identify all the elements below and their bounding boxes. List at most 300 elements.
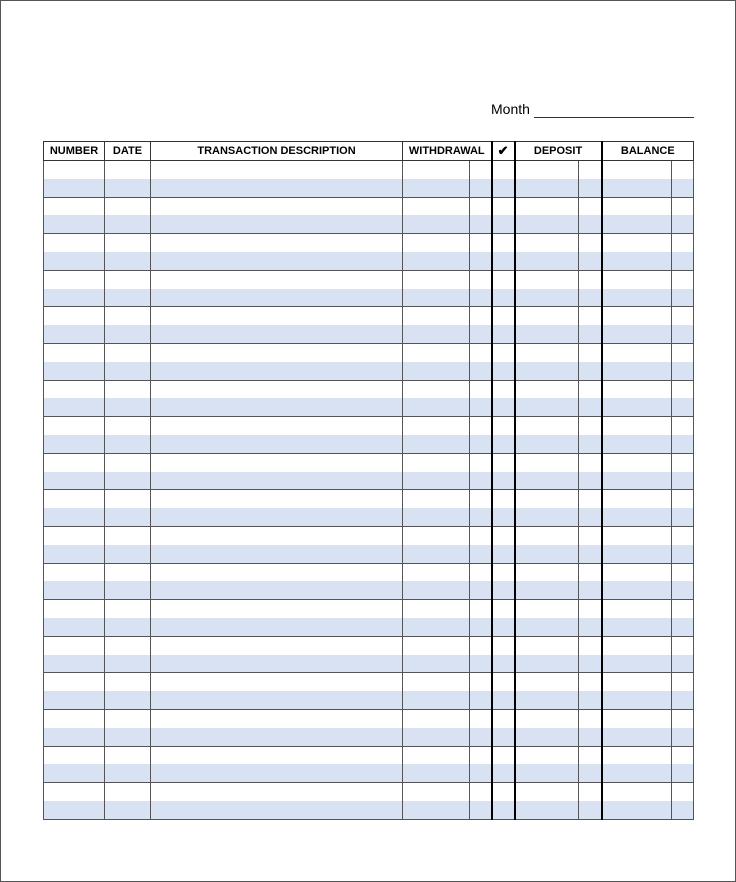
date-cell[interactable] bbox=[105, 691, 151, 709]
withdrawal-cents-cell[interactable] bbox=[470, 636, 492, 654]
number-cell[interactable] bbox=[44, 618, 105, 636]
balance-cents-cell[interactable] bbox=[672, 179, 694, 197]
withdrawal-dollars-cell[interactable] bbox=[403, 234, 470, 252]
balance-cents-cell[interactable] bbox=[672, 380, 694, 398]
balance-cents-cell[interactable] bbox=[672, 215, 694, 233]
withdrawal-dollars-cell[interactable] bbox=[403, 563, 470, 581]
date-cell[interactable] bbox=[105, 764, 151, 782]
deposit-dollars-cell[interactable] bbox=[515, 252, 579, 270]
deposit-dollars-cell[interactable] bbox=[515, 655, 579, 673]
deposit-dollars-cell[interactable] bbox=[515, 728, 579, 746]
balance-cents-cell[interactable] bbox=[672, 709, 694, 727]
date-cell[interactable] bbox=[105, 197, 151, 215]
deposit-dollars-cell[interactable] bbox=[515, 307, 579, 325]
description-cell[interactable] bbox=[151, 801, 403, 819]
description-cell[interactable] bbox=[151, 380, 403, 398]
number-cell[interactable] bbox=[44, 252, 105, 270]
withdrawal-dollars-cell[interactable] bbox=[403, 655, 470, 673]
description-cell[interactable] bbox=[151, 600, 403, 618]
description-cell[interactable] bbox=[151, 545, 403, 563]
number-cell[interactable] bbox=[44, 179, 105, 197]
date-cell[interactable] bbox=[105, 270, 151, 288]
description-cell[interactable] bbox=[151, 673, 403, 691]
balance-dollars-cell[interactable] bbox=[602, 545, 672, 563]
date-cell[interactable] bbox=[105, 472, 151, 490]
check-cell[interactable] bbox=[492, 728, 515, 746]
date-cell[interactable] bbox=[105, 453, 151, 471]
balance-cents-cell[interactable] bbox=[672, 453, 694, 471]
deposit-cents-cell[interactable] bbox=[579, 563, 602, 581]
deposit-cents-cell[interactable] bbox=[579, 526, 602, 544]
balance-cents-cell[interactable] bbox=[672, 234, 694, 252]
withdrawal-cents-cell[interactable] bbox=[470, 472, 492, 490]
balance-cents-cell[interactable] bbox=[672, 252, 694, 270]
withdrawal-cents-cell[interactable] bbox=[470, 289, 492, 307]
balance-cents-cell[interactable] bbox=[672, 673, 694, 691]
balance-cents-cell[interactable] bbox=[672, 161, 694, 179]
description-cell[interactable] bbox=[151, 581, 403, 599]
description-cell[interactable] bbox=[151, 636, 403, 654]
withdrawal-dollars-cell[interactable] bbox=[403, 161, 470, 179]
withdrawal-dollars-cell[interactable] bbox=[403, 545, 470, 563]
deposit-dollars-cell[interactable] bbox=[515, 636, 579, 654]
deposit-dollars-cell[interactable] bbox=[515, 673, 579, 691]
deposit-cents-cell[interactable] bbox=[579, 783, 602, 801]
withdrawal-dollars-cell[interactable] bbox=[403, 783, 470, 801]
date-cell[interactable] bbox=[105, 307, 151, 325]
description-cell[interactable] bbox=[151, 362, 403, 380]
withdrawal-cents-cell[interactable] bbox=[470, 508, 492, 526]
description-cell[interactable] bbox=[151, 215, 403, 233]
withdrawal-dollars-cell[interactable] bbox=[403, 343, 470, 361]
balance-dollars-cell[interactable] bbox=[602, 655, 672, 673]
description-cell[interactable] bbox=[151, 728, 403, 746]
withdrawal-cents-cell[interactable] bbox=[470, 600, 492, 618]
withdrawal-cents-cell[interactable] bbox=[470, 343, 492, 361]
number-cell[interactable] bbox=[44, 691, 105, 709]
deposit-cents-cell[interactable] bbox=[579, 398, 602, 416]
number-cell[interactable] bbox=[44, 801, 105, 819]
balance-cents-cell[interactable] bbox=[672, 508, 694, 526]
balance-dollars-cell[interactable] bbox=[602, 691, 672, 709]
check-cell[interactable] bbox=[492, 526, 515, 544]
withdrawal-cents-cell[interactable] bbox=[470, 728, 492, 746]
date-cell[interactable] bbox=[105, 673, 151, 691]
deposit-cents-cell[interactable] bbox=[579, 618, 602, 636]
check-cell[interactable] bbox=[492, 545, 515, 563]
date-cell[interactable] bbox=[105, 563, 151, 581]
withdrawal-dollars-cell[interactable] bbox=[403, 709, 470, 727]
number-cell[interactable] bbox=[44, 197, 105, 215]
withdrawal-cents-cell[interactable] bbox=[470, 655, 492, 673]
deposit-cents-cell[interactable] bbox=[579, 636, 602, 654]
withdrawal-dollars-cell[interactable] bbox=[403, 398, 470, 416]
date-cell[interactable] bbox=[105, 289, 151, 307]
check-cell[interactable] bbox=[492, 398, 515, 416]
deposit-cents-cell[interactable] bbox=[579, 655, 602, 673]
date-cell[interactable] bbox=[105, 325, 151, 343]
deposit-cents-cell[interactable] bbox=[579, 417, 602, 435]
balance-cents-cell[interactable] bbox=[672, 636, 694, 654]
deposit-dollars-cell[interactable] bbox=[515, 581, 579, 599]
number-cell[interactable] bbox=[44, 270, 105, 288]
deposit-dollars-cell[interactable] bbox=[515, 179, 579, 197]
description-cell[interactable] bbox=[151, 618, 403, 636]
withdrawal-cents-cell[interactable] bbox=[470, 215, 492, 233]
date-cell[interactable] bbox=[105, 636, 151, 654]
deposit-cents-cell[interactable] bbox=[579, 325, 602, 343]
balance-cents-cell[interactable] bbox=[672, 764, 694, 782]
deposit-cents-cell[interactable] bbox=[579, 307, 602, 325]
deposit-cents-cell[interactable] bbox=[579, 252, 602, 270]
date-cell[interactable] bbox=[105, 161, 151, 179]
deposit-cents-cell[interactable] bbox=[579, 691, 602, 709]
deposit-dollars-cell[interactable] bbox=[515, 234, 579, 252]
balance-dollars-cell[interactable] bbox=[602, 508, 672, 526]
withdrawal-cents-cell[interactable] bbox=[470, 581, 492, 599]
balance-dollars-cell[interactable] bbox=[602, 307, 672, 325]
balance-dollars-cell[interactable] bbox=[602, 343, 672, 361]
withdrawal-dollars-cell[interactable] bbox=[403, 435, 470, 453]
date-cell[interactable] bbox=[105, 179, 151, 197]
deposit-dollars-cell[interactable] bbox=[515, 618, 579, 636]
deposit-cents-cell[interactable] bbox=[579, 362, 602, 380]
deposit-cents-cell[interactable] bbox=[579, 215, 602, 233]
withdrawal-cents-cell[interactable] bbox=[470, 417, 492, 435]
number-cell[interactable] bbox=[44, 362, 105, 380]
check-cell[interactable] bbox=[492, 215, 515, 233]
balance-cents-cell[interactable] bbox=[672, 563, 694, 581]
description-cell[interactable] bbox=[151, 307, 403, 325]
number-cell[interactable] bbox=[44, 563, 105, 581]
deposit-cents-cell[interactable] bbox=[579, 545, 602, 563]
deposit-cents-cell[interactable] bbox=[579, 490, 602, 508]
balance-cents-cell[interactable] bbox=[672, 435, 694, 453]
balance-cents-cell[interactable] bbox=[672, 526, 694, 544]
deposit-dollars-cell[interactable] bbox=[515, 453, 579, 471]
balance-cents-cell[interactable] bbox=[672, 655, 694, 673]
check-cell[interactable] bbox=[492, 197, 515, 215]
check-cell[interactable] bbox=[492, 581, 515, 599]
number-cell[interactable] bbox=[44, 673, 105, 691]
withdrawal-dollars-cell[interactable] bbox=[403, 380, 470, 398]
deposit-dollars-cell[interactable] bbox=[515, 472, 579, 490]
withdrawal-dollars-cell[interactable] bbox=[403, 764, 470, 782]
number-cell[interactable] bbox=[44, 453, 105, 471]
number-cell[interactable] bbox=[44, 600, 105, 618]
withdrawal-cents-cell[interactable] bbox=[470, 801, 492, 819]
deposit-dollars-cell[interactable] bbox=[515, 417, 579, 435]
description-cell[interactable] bbox=[151, 655, 403, 673]
balance-dollars-cell[interactable] bbox=[602, 197, 672, 215]
balance-cents-cell[interactable] bbox=[672, 398, 694, 416]
check-cell[interactable] bbox=[492, 563, 515, 581]
check-cell[interactable] bbox=[492, 362, 515, 380]
withdrawal-cents-cell[interactable] bbox=[470, 709, 492, 727]
check-cell[interactable] bbox=[492, 234, 515, 252]
number-cell[interactable] bbox=[44, 636, 105, 654]
deposit-dollars-cell[interactable] bbox=[515, 398, 579, 416]
deposit-dollars-cell[interactable] bbox=[515, 270, 579, 288]
balance-cents-cell[interactable] bbox=[672, 490, 694, 508]
deposit-cents-cell[interactable] bbox=[579, 234, 602, 252]
withdrawal-dollars-cell[interactable] bbox=[403, 472, 470, 490]
check-cell[interactable] bbox=[492, 472, 515, 490]
description-cell[interactable] bbox=[151, 289, 403, 307]
description-cell[interactable] bbox=[151, 417, 403, 435]
balance-dollars-cell[interactable] bbox=[602, 526, 672, 544]
balance-dollars-cell[interactable] bbox=[602, 673, 672, 691]
date-cell[interactable] bbox=[105, 343, 151, 361]
date-cell[interactable] bbox=[105, 783, 151, 801]
withdrawal-cents-cell[interactable] bbox=[470, 563, 492, 581]
date-cell[interactable] bbox=[105, 508, 151, 526]
date-cell[interactable] bbox=[105, 398, 151, 416]
date-cell[interactable] bbox=[105, 417, 151, 435]
withdrawal-dollars-cell[interactable] bbox=[403, 691, 470, 709]
balance-dollars-cell[interactable] bbox=[602, 435, 672, 453]
balance-cents-cell[interactable] bbox=[672, 270, 694, 288]
withdrawal-dollars-cell[interactable] bbox=[403, 179, 470, 197]
deposit-dollars-cell[interactable] bbox=[515, 545, 579, 563]
number-cell[interactable] bbox=[44, 709, 105, 727]
balance-dollars-cell[interactable] bbox=[602, 618, 672, 636]
balance-cents-cell[interactable] bbox=[672, 581, 694, 599]
description-cell[interactable] bbox=[151, 691, 403, 709]
withdrawal-dollars-cell[interactable] bbox=[403, 215, 470, 233]
balance-cents-cell[interactable] bbox=[672, 728, 694, 746]
withdrawal-cents-cell[interactable] bbox=[470, 362, 492, 380]
balance-dollars-cell[interactable] bbox=[602, 215, 672, 233]
deposit-dollars-cell[interactable] bbox=[515, 764, 579, 782]
balance-cents-cell[interactable] bbox=[672, 783, 694, 801]
description-cell[interactable] bbox=[151, 472, 403, 490]
check-cell[interactable] bbox=[492, 179, 515, 197]
balance-cents-cell[interactable] bbox=[672, 618, 694, 636]
deposit-cents-cell[interactable] bbox=[579, 435, 602, 453]
description-cell[interactable] bbox=[151, 325, 403, 343]
withdrawal-dollars-cell[interactable] bbox=[403, 490, 470, 508]
withdrawal-cents-cell[interactable] bbox=[470, 234, 492, 252]
balance-dollars-cell[interactable] bbox=[602, 801, 672, 819]
number-cell[interactable] bbox=[44, 215, 105, 233]
deposit-dollars-cell[interactable] bbox=[515, 801, 579, 819]
description-cell[interactable] bbox=[151, 161, 403, 179]
check-cell[interactable] bbox=[492, 490, 515, 508]
deposit-dollars-cell[interactable] bbox=[515, 289, 579, 307]
description-cell[interactable] bbox=[151, 398, 403, 416]
number-cell[interactable] bbox=[44, 655, 105, 673]
withdrawal-dollars-cell[interactable] bbox=[403, 728, 470, 746]
deposit-dollars-cell[interactable] bbox=[515, 526, 579, 544]
balance-cents-cell[interactable] bbox=[672, 472, 694, 490]
deposit-cents-cell[interactable] bbox=[579, 270, 602, 288]
description-cell[interactable] bbox=[151, 746, 403, 764]
withdrawal-dollars-cell[interactable] bbox=[403, 673, 470, 691]
number-cell[interactable] bbox=[44, 343, 105, 361]
withdrawal-cents-cell[interactable] bbox=[470, 673, 492, 691]
balance-dollars-cell[interactable] bbox=[602, 453, 672, 471]
number-cell[interactable] bbox=[44, 728, 105, 746]
balance-cents-cell[interactable] bbox=[672, 600, 694, 618]
number-cell[interactable] bbox=[44, 417, 105, 435]
date-cell[interactable] bbox=[105, 490, 151, 508]
deposit-dollars-cell[interactable] bbox=[515, 161, 579, 179]
description-cell[interactable] bbox=[151, 343, 403, 361]
withdrawal-dollars-cell[interactable] bbox=[403, 197, 470, 215]
deposit-dollars-cell[interactable] bbox=[515, 435, 579, 453]
number-cell[interactable] bbox=[44, 508, 105, 526]
withdrawal-dollars-cell[interactable] bbox=[403, 289, 470, 307]
deposit-dollars-cell[interactable] bbox=[515, 490, 579, 508]
deposit-cents-cell[interactable] bbox=[579, 764, 602, 782]
balance-dollars-cell[interactable] bbox=[602, 709, 672, 727]
withdrawal-dollars-cell[interactable] bbox=[403, 362, 470, 380]
withdrawal-cents-cell[interactable] bbox=[470, 307, 492, 325]
check-cell[interactable] bbox=[492, 764, 515, 782]
withdrawal-cents-cell[interactable] bbox=[470, 270, 492, 288]
balance-cents-cell[interactable] bbox=[672, 417, 694, 435]
withdrawal-cents-cell[interactable] bbox=[470, 746, 492, 764]
deposit-cents-cell[interactable] bbox=[579, 289, 602, 307]
withdrawal-cents-cell[interactable] bbox=[470, 161, 492, 179]
date-cell[interactable] bbox=[105, 746, 151, 764]
check-cell[interactable] bbox=[492, 252, 515, 270]
check-cell[interactable] bbox=[492, 270, 515, 288]
description-cell[interactable] bbox=[151, 764, 403, 782]
deposit-dollars-cell[interactable] bbox=[515, 600, 579, 618]
withdrawal-dollars-cell[interactable] bbox=[403, 508, 470, 526]
date-cell[interactable] bbox=[105, 581, 151, 599]
deposit-cents-cell[interactable] bbox=[579, 453, 602, 471]
withdrawal-cents-cell[interactable] bbox=[470, 380, 492, 398]
deposit-dollars-cell[interactable] bbox=[515, 197, 579, 215]
description-cell[interactable] bbox=[151, 490, 403, 508]
check-cell[interactable] bbox=[492, 325, 515, 343]
withdrawal-cents-cell[interactable] bbox=[470, 453, 492, 471]
balance-dollars-cell[interactable] bbox=[602, 234, 672, 252]
date-cell[interactable] bbox=[105, 600, 151, 618]
date-cell[interactable] bbox=[105, 709, 151, 727]
check-cell[interactable] bbox=[492, 618, 515, 636]
withdrawal-cents-cell[interactable] bbox=[470, 526, 492, 544]
check-cell[interactable] bbox=[492, 380, 515, 398]
deposit-cents-cell[interactable] bbox=[579, 581, 602, 599]
balance-cents-cell[interactable] bbox=[672, 343, 694, 361]
check-cell[interactable] bbox=[492, 801, 515, 819]
check-cell[interactable] bbox=[492, 307, 515, 325]
deposit-dollars-cell[interactable] bbox=[515, 783, 579, 801]
check-cell[interactable] bbox=[492, 161, 515, 179]
check-cell[interactable] bbox=[492, 417, 515, 435]
description-cell[interactable] bbox=[151, 435, 403, 453]
check-cell[interactable] bbox=[492, 673, 515, 691]
date-cell[interactable] bbox=[105, 801, 151, 819]
balance-dollars-cell[interactable] bbox=[602, 380, 672, 398]
withdrawal-cents-cell[interactable] bbox=[470, 325, 492, 343]
deposit-dollars-cell[interactable] bbox=[515, 325, 579, 343]
description-cell[interactable] bbox=[151, 783, 403, 801]
month-blank-line[interactable] bbox=[534, 103, 694, 118]
deposit-dollars-cell[interactable] bbox=[515, 343, 579, 361]
withdrawal-dollars-cell[interactable] bbox=[403, 252, 470, 270]
deposit-cents-cell[interactable] bbox=[579, 728, 602, 746]
withdrawal-cents-cell[interactable] bbox=[470, 618, 492, 636]
withdrawal-dollars-cell[interactable] bbox=[403, 526, 470, 544]
balance-dollars-cell[interactable] bbox=[602, 179, 672, 197]
description-cell[interactable] bbox=[151, 197, 403, 215]
withdrawal-cents-cell[interactable] bbox=[470, 435, 492, 453]
deposit-dollars-cell[interactable] bbox=[515, 709, 579, 727]
date-cell[interactable] bbox=[105, 526, 151, 544]
deposit-cents-cell[interactable] bbox=[579, 380, 602, 398]
withdrawal-dollars-cell[interactable] bbox=[403, 417, 470, 435]
balance-dollars-cell[interactable] bbox=[602, 398, 672, 416]
balance-dollars-cell[interactable] bbox=[602, 325, 672, 343]
number-cell[interactable] bbox=[44, 289, 105, 307]
withdrawal-cents-cell[interactable] bbox=[470, 764, 492, 782]
balance-cents-cell[interactable] bbox=[672, 197, 694, 215]
deposit-dollars-cell[interactable] bbox=[515, 746, 579, 764]
number-cell[interactable] bbox=[44, 764, 105, 782]
withdrawal-dollars-cell[interactable] bbox=[403, 325, 470, 343]
deposit-dollars-cell[interactable] bbox=[515, 362, 579, 380]
withdrawal-dollars-cell[interactable] bbox=[403, 600, 470, 618]
number-cell[interactable] bbox=[44, 490, 105, 508]
check-cell[interactable] bbox=[492, 600, 515, 618]
balance-dollars-cell[interactable] bbox=[602, 270, 672, 288]
withdrawal-cents-cell[interactable] bbox=[470, 490, 492, 508]
description-cell[interactable] bbox=[151, 270, 403, 288]
description-cell[interactable] bbox=[151, 252, 403, 270]
withdrawal-dollars-cell[interactable] bbox=[403, 636, 470, 654]
description-cell[interactable] bbox=[151, 563, 403, 581]
number-cell[interactable] bbox=[44, 325, 105, 343]
balance-cents-cell[interactable] bbox=[672, 289, 694, 307]
balance-dollars-cell[interactable] bbox=[602, 472, 672, 490]
withdrawal-dollars-cell[interactable] bbox=[403, 307, 470, 325]
deposit-cents-cell[interactable] bbox=[579, 179, 602, 197]
description-cell[interactable] bbox=[151, 709, 403, 727]
check-cell[interactable] bbox=[492, 289, 515, 307]
description-cell[interactable] bbox=[151, 179, 403, 197]
deposit-cents-cell[interactable] bbox=[579, 746, 602, 764]
balance-dollars-cell[interactable] bbox=[602, 581, 672, 599]
balance-dollars-cell[interactable] bbox=[602, 417, 672, 435]
deposit-cents-cell[interactable] bbox=[579, 472, 602, 490]
date-cell[interactable] bbox=[105, 655, 151, 673]
check-cell[interactable] bbox=[492, 746, 515, 764]
deposit-cents-cell[interactable] bbox=[579, 161, 602, 179]
balance-dollars-cell[interactable] bbox=[602, 362, 672, 380]
withdrawal-dollars-cell[interactable] bbox=[403, 581, 470, 599]
balance-dollars-cell[interactable] bbox=[602, 764, 672, 782]
date-cell[interactable] bbox=[105, 728, 151, 746]
deposit-dollars-cell[interactable] bbox=[515, 691, 579, 709]
withdrawal-dollars-cell[interactable] bbox=[403, 746, 470, 764]
deposit-cents-cell[interactable] bbox=[579, 600, 602, 618]
balance-dollars-cell[interactable] bbox=[602, 289, 672, 307]
withdrawal-cents-cell[interactable] bbox=[470, 545, 492, 563]
check-cell[interactable] bbox=[492, 508, 515, 526]
number-cell[interactable] bbox=[44, 545, 105, 563]
balance-dollars-cell[interactable] bbox=[602, 783, 672, 801]
number-cell[interactable] bbox=[44, 472, 105, 490]
deposit-cents-cell[interactable] bbox=[579, 673, 602, 691]
withdrawal-dollars-cell[interactable] bbox=[403, 270, 470, 288]
deposit-cents-cell[interactable] bbox=[579, 197, 602, 215]
balance-dollars-cell[interactable] bbox=[602, 728, 672, 746]
